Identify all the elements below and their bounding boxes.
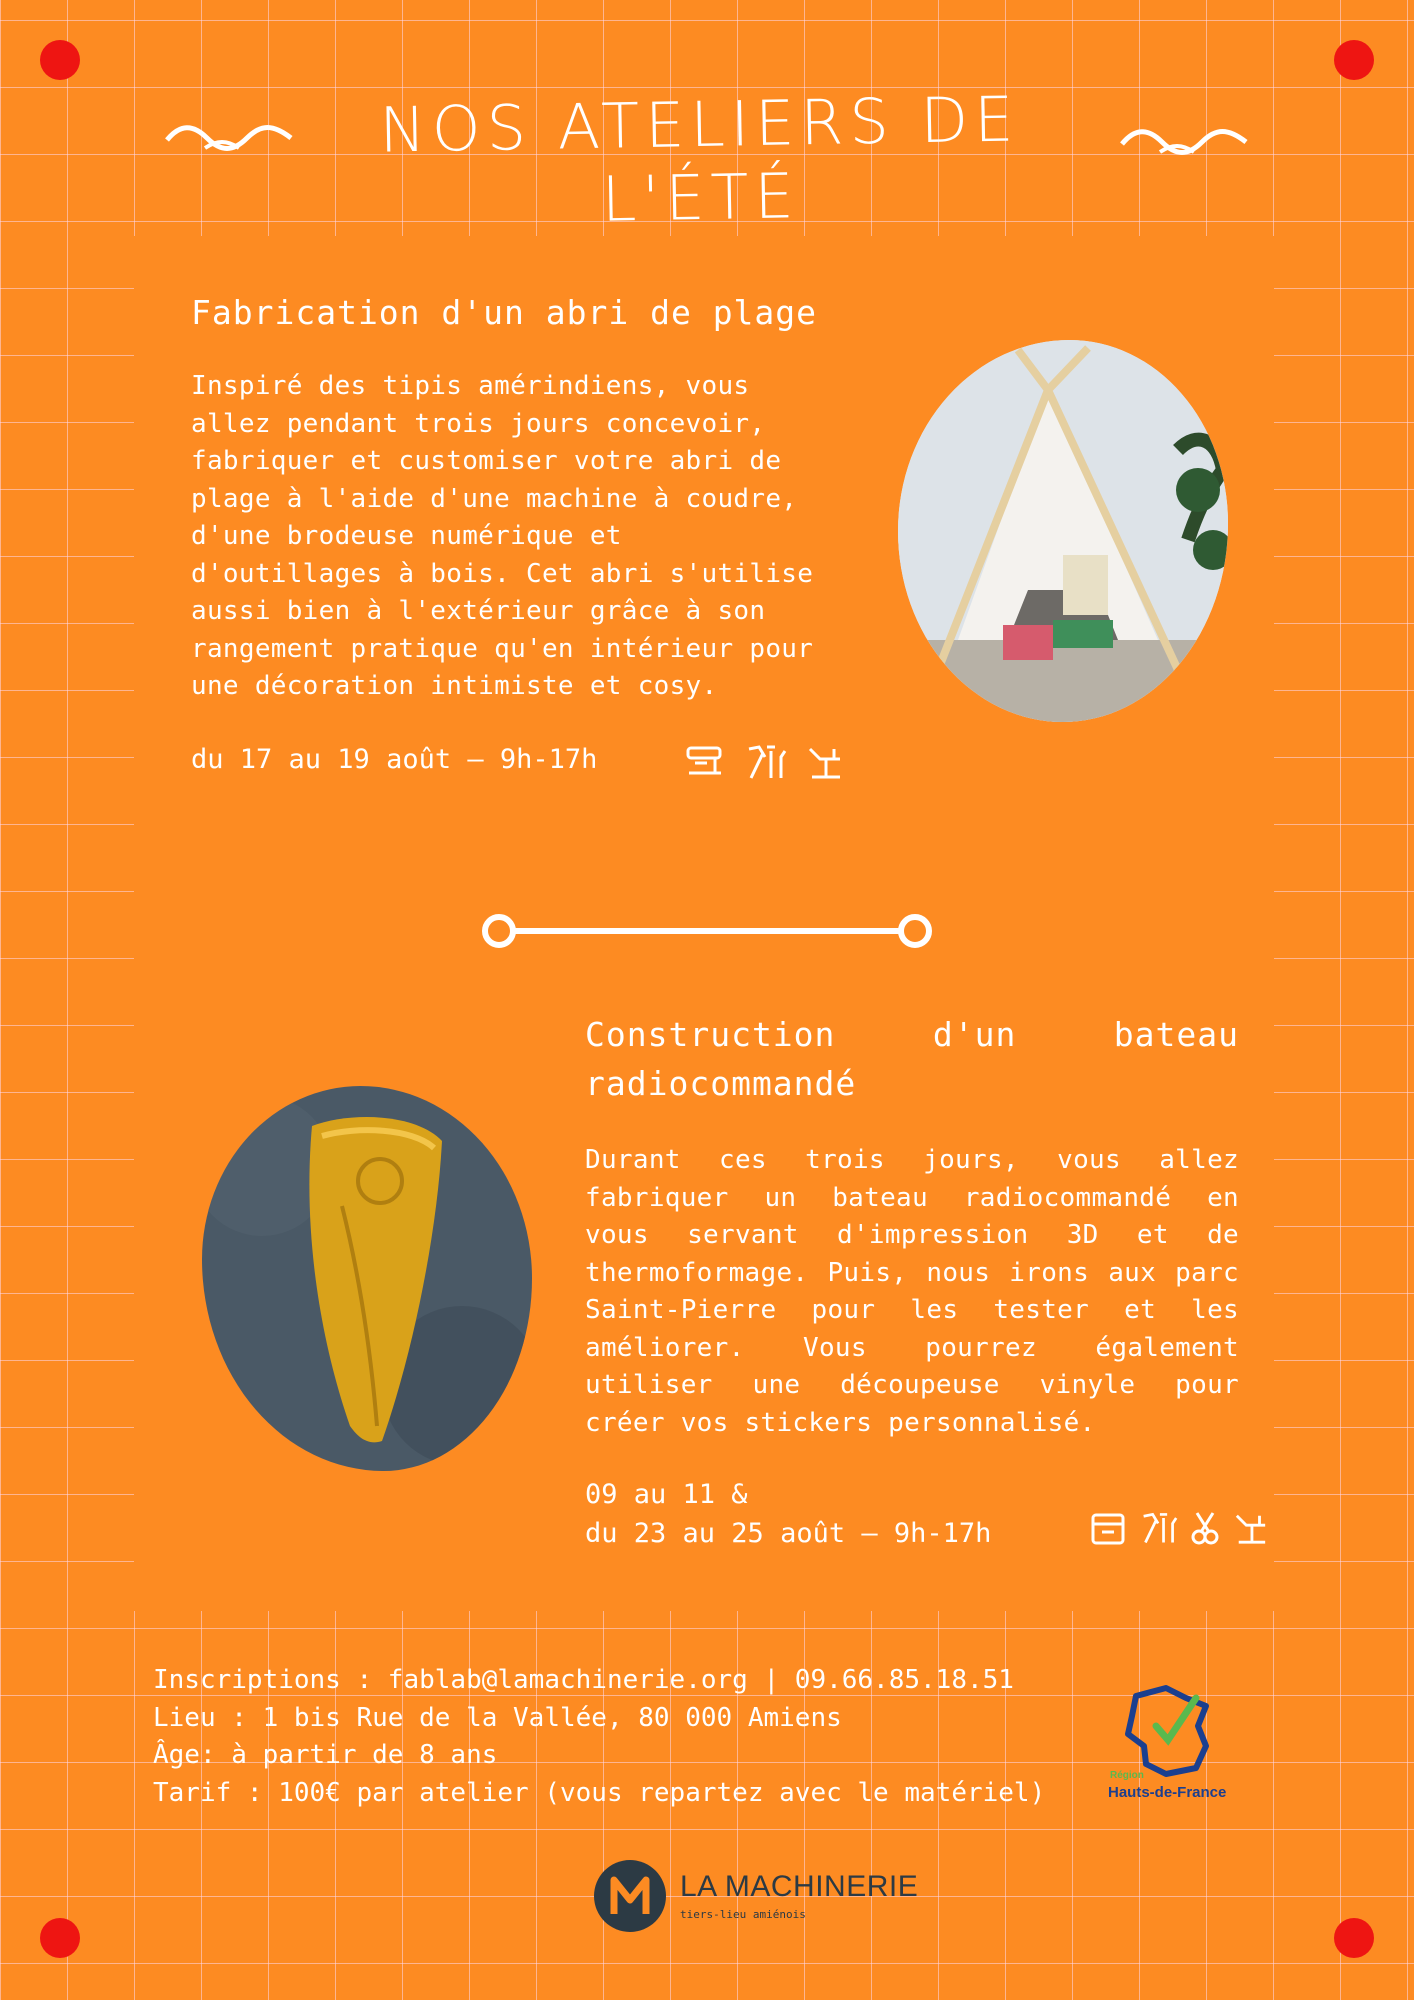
workbench-icon	[806, 745, 844, 781]
header	[0, 80, 1414, 236]
wave-right-icon	[1120, 122, 1250, 162]
tools-icon	[745, 743, 787, 781]
la-machinerie-logo	[594, 1860, 954, 1940]
workshop1-description	[191, 368, 841, 706]
workshop1-title: Fabrication d'un abri de plage	[191, 293, 818, 332]
workbench-icon	[1233, 1512, 1269, 1546]
workshop2-title-line1	[585, 1015, 1239, 1054]
3d-printer-icon	[1090, 1512, 1126, 1546]
title-word: bateau	[1113, 1015, 1239, 1054]
region-name: Hauts-de-France	[1108, 1784, 1227, 1801]
description-line: d'une brodeuse numérique et	[191, 521, 622, 551]
description-line: rangement pratique qu'en intérieur pour	[191, 633, 814, 664]
description-line: fabriquer et customiser votre abri de	[191, 446, 782, 476]
description-line: Inspiré des tipis amérindiens, vous	[191, 371, 750, 401]
corner-pin-bottom-right	[1334, 1918, 1374, 1958]
date-line: 09 au 11 &	[585, 1479, 748, 1510]
corner-pin-top-left	[40, 40, 80, 80]
inscriptions-line: Inscriptions : fablab@lamachinerie.org | 09.66.85.18.51	[153, 1665, 1014, 1695]
region-label: Région	[1110, 1770, 1144, 1781]
description-line: plage à l'aide d'une machine à coudre,	[191, 483, 798, 514]
corner-pin-bottom-left	[40, 1918, 80, 1958]
description-line: une décoration intimiste et cosy.	[191, 671, 718, 701]
workshop2-title	[585, 1015, 1239, 1103]
workshop2-description: Durant ces trois jours, vous allez fabriquer un bateau radiocommandé en vous servant d'impression 3D et de thermoformage. Puis, nous irons aux parc Saint-Pierre pour les tester et les améliorer. Vous pourrez également utiliser une découpeuse vinyle pour créer vos stickers personnalisé.	[585, 1145, 1239, 1438]
workshop2-date	[585, 1475, 1035, 1553]
description-line: d'outillages à bois. Cet abri s'utilise	[191, 558, 814, 589]
brand-tagline: tiers-lieu amiénois	[680, 1908, 806, 1921]
section-divider	[480, 912, 934, 950]
brand-name: LA MACHINERIE	[680, 1870, 919, 1903]
brand-m-icon	[594, 1860, 666, 1932]
sewing-machine-icon	[685, 745, 725, 781]
wave-left-icon	[165, 118, 295, 158]
location-line: Lieu : 1 bis Rue de la Vallée, 80 000 Amiens	[153, 1702, 842, 1733]
title-word: d'un	[932, 1015, 1017, 1054]
tools-icon	[1140, 1510, 1178, 1546]
practical-info	[153, 1662, 1045, 1812]
brand-badge	[594, 1860, 666, 1932]
scissors-icon	[1191, 1510, 1219, 1546]
workshop2-tool-icons	[1090, 1510, 1269, 1550]
description-line: allez pendant trois jours concevoir,	[191, 408, 766, 439]
title-word: Construction	[585, 1015, 836, 1054]
workshop1-date: du 17 au 19 août — 9h-17h	[191, 744, 598, 775]
price-line: Tarif : 100€ par atelier (vous repartez avec le matériel)	[153, 1777, 1046, 1808]
page-title: NOS ATELIERS DE L'ÉTÉ	[378, 82, 1020, 236]
description-line: aussi bien à l'extérieur grâce à son	[191, 596, 766, 626]
age-line: Âge: à partir de 8 ans	[153, 1740, 498, 1770]
tipi-photo	[898, 340, 1228, 722]
workshop2-title-line2: radiocommandé	[585, 1064, 857, 1103]
date-line: du 23 au 25 août — 9h-17h	[585, 1518, 992, 1549]
corner-pin-top-right	[1334, 40, 1374, 80]
workshop1-tool-icons	[685, 743, 844, 785]
